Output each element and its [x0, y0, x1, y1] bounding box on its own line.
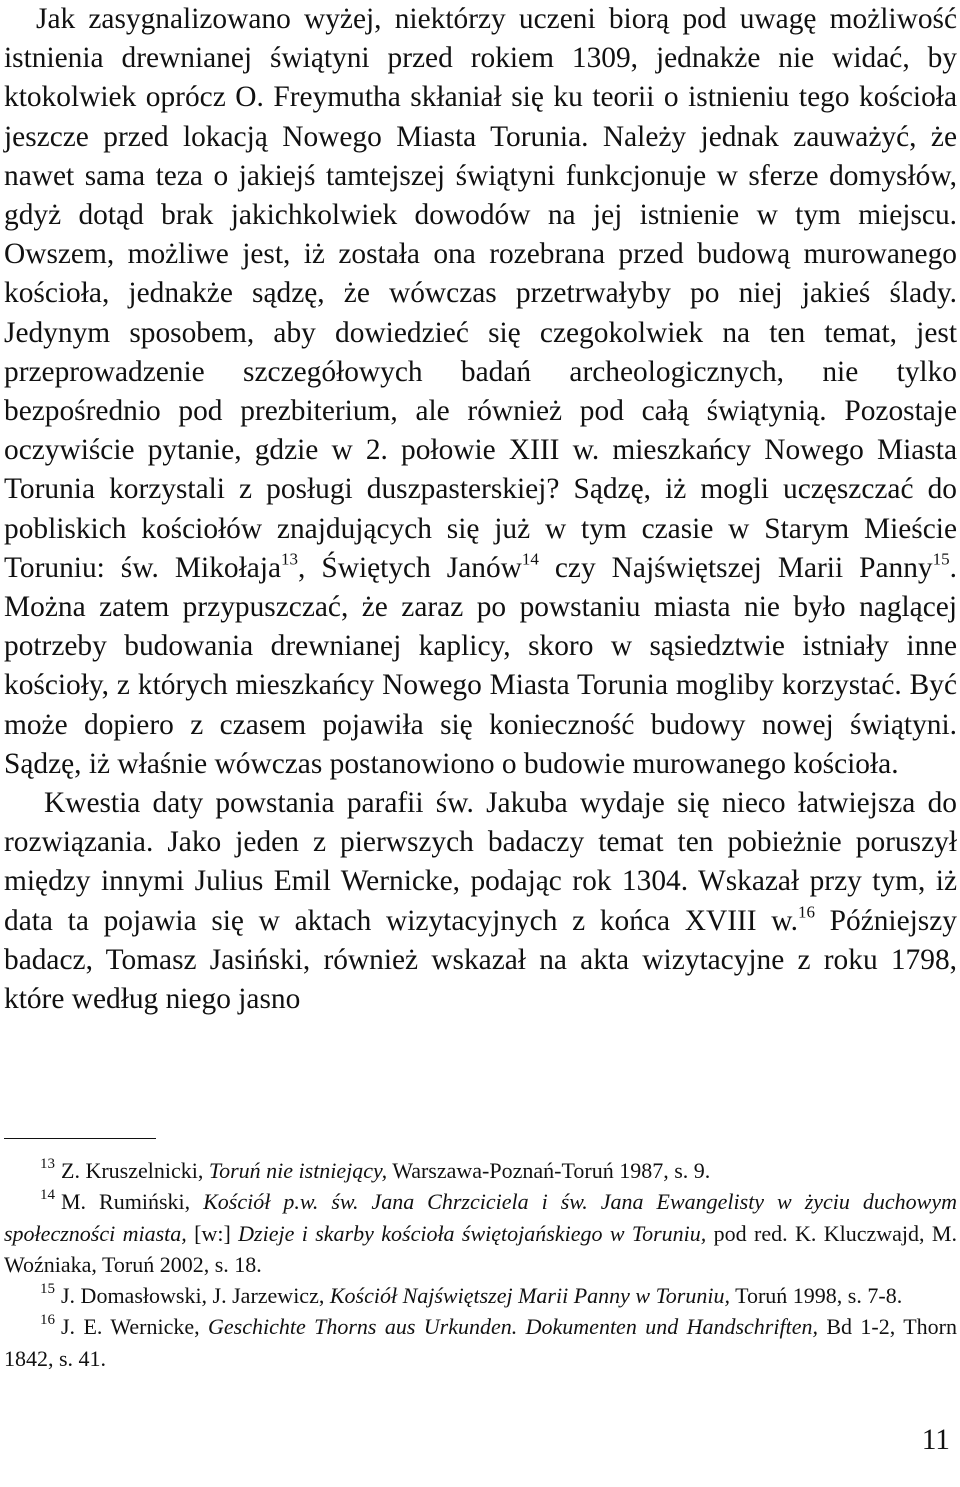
footnote-author: Z. Kruszelnicki,: [61, 1158, 209, 1183]
footnote-publication: Toruń 1998, s. 7-8.: [729, 1283, 903, 1309]
footnote-15: [4, 1280, 957, 1311]
paragraph-2-text-a: Kwestia daty powstania parafii św. Jakuba wydaje się nieco łatwiejsza do rozwiązania. Jako jeden z pierwszych badaczy temat ten pobieżnie poruszył między innymi Julius Emil Wernicke, podając rok 1304. Wskazał przy tym, iż data ta pojawia się w aktach wizytacyjnych z końca XVIII w.: [4, 787, 957, 937]
footnote-book-title: Dzieje i skarby kościoła świętojańskiego w Toruniu,: [238, 1220, 707, 1246]
page-number: 11: [921, 1424, 950, 1456]
footnote-13: [4, 1155, 957, 1186]
footnote-in: [w:]: [186, 1220, 239, 1246]
paragraph-1-text-a: Jak zasygnalizowano wyżej, niektórzy uczeni biorą pod uwagę możliwość istnienia drewnianej świątyni przed rokiem 1309, jednakże nie widać, by ktokolwiek oprócz O. Freymutha skłaniał się ku teorii o istnieniu tego kościoła jeszcze przed lokacją Nowego Miasta Torunia. Należy jednak zauważyć, że nawet sama teza o jakiejś tamtejszej świątyni funkcjonuje w sferze domysłów, gdyż dotąd brak jakichkolwiek dowodów na jej istnienie w tym miejscu. Owszem, możliwe jest, iż została ona rozebrana przed budową murowanego kościoła, jednakże sądzę, że wówczas przetrwałyby po niej jakieś ślady. Jedynym sposobem, aby dowiedzieć się czegokolwiek na ten temat, jest przeprowadzenie szczegółowych badań archeologicznych, nie tylko bezpośrednio pod prezbiterium, ale również pod całą świątynią. Pozostaje oczywiście pytanie, gdzie w 2. połowie XIII w. mieszkańcy Nowego Miasta Torunia korzystali z posługi duszpasterskiej? Sądzę, iż mogli uczęszczać do pobliskich kościołów znajdujących się już w tym czasie w Starym Mieście Toruniu: św. Mikołaja: [4, 3, 957, 584]
main-text: [4, 0, 957, 1019]
footnote-16: [4, 1311, 957, 1374]
footnote-number: 15: [40, 1280, 55, 1297]
footnote-publication: pod red. K. Kluczwajd, M. Woźniaka, Toruń 2002, s. 18.: [4, 1220, 957, 1277]
paragraph-1-text-d: . Można zatem przypuszczać, że zaraz po powstaniu miasta nie było naglącej potrzeby budowania drewnianej kaplicy, skoro w sąsiedztwie istniały inne kościoły, z których mieszkańcy Nowego Miasta Torunia mogliby korzystać. Być może dopiero z czasem pojawiła się konieczność budowy nowej świątyni. Sądzę, iż właśnie wówczas postanowiono o budowie murowanego kościoła.: [4, 551, 957, 780]
paragraph-2-text-b: Późniejszy badacz, Tomasz Jasiński, również wskazał na akta wizytacyjne z roku 1798, które według niego jasno: [4, 904, 957, 1016]
footnote-ref-13[interactable]: 13: [281, 549, 299, 569]
footnote-ref-14[interactable]: 14: [521, 549, 539, 569]
footnote-separator: [4, 1138, 156, 1139]
page: [4, 0, 957, 1019]
footnote-number: 16: [40, 1311, 55, 1328]
footnotes: [4, 1155, 957, 1374]
footnote-publication: Bd 1-2, Thorn 1842, s. 41.: [4, 1314, 957, 1371]
paragraph-1-text-b: , Świętych Janów: [298, 551, 522, 584]
footnote-author: M. Rumiński,: [61, 1189, 204, 1215]
footnote-ref-16[interactable]: 16: [797, 901, 815, 921]
footnote-number: 14: [40, 1186, 55, 1203]
footnote-author: J. E. Wernicke,: [61, 1314, 208, 1340]
footnote-publication: Warszawa-Poznań-Toruń 1987, s. 9.: [387, 1158, 711, 1183]
paragraph-1-text-c: czy Najświętszej Marii Panny: [538, 551, 933, 584]
footnote-author: J. Domasłowski, J. Jarzewicz,: [61, 1283, 330, 1309]
footnote-title: Kościół Najświętszej Marii Panny w Toruniu,: [329, 1283, 730, 1309]
footnote-14: [4, 1186, 957, 1280]
footnote-title: Kościół p.w. św. Jana Chrzciciela i św. Jana Ewangelisty w życiu duchowym społeczności miasta,: [4, 1189, 957, 1246]
footnote-number: 13: [40, 1155, 55, 1172]
footnote-title: Geschichte Thorns aus Urkunden. Dokumenten und Handschriften,: [207, 1314, 818, 1340]
paragraph-2: [4, 784, 957, 1019]
paragraph-1: [4, 0, 957, 784]
footnote-title: Toruń nie istniejący,: [208, 1158, 388, 1183]
footnote-ref-15[interactable]: 15: [932, 549, 950, 569]
